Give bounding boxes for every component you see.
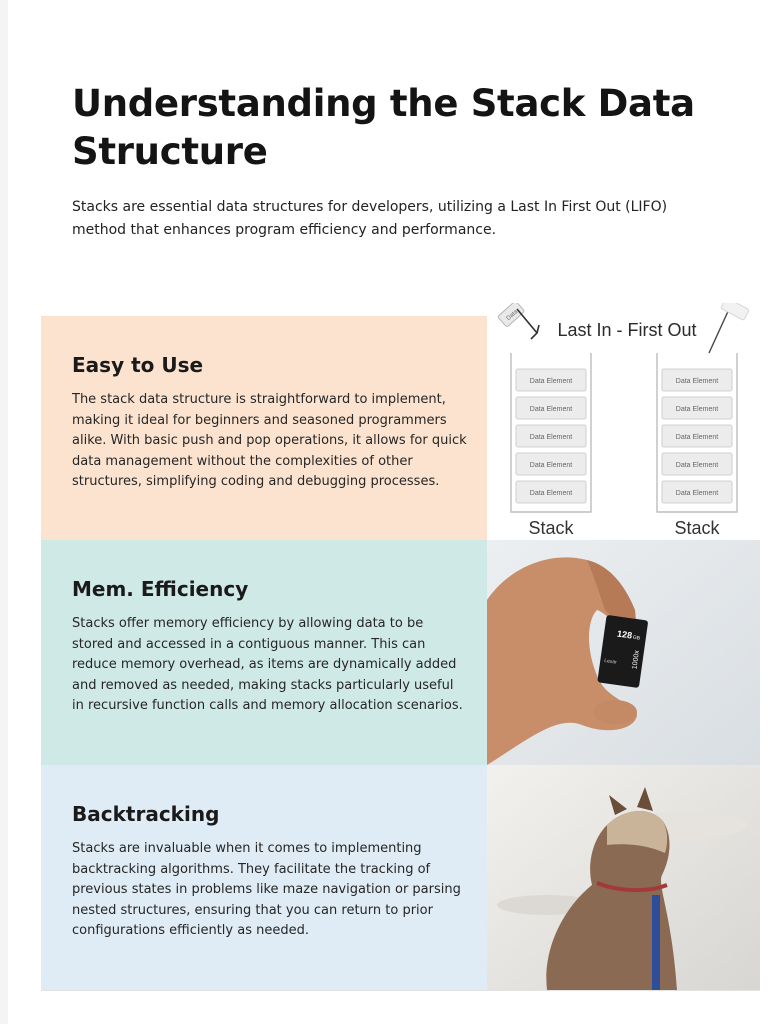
push-arrow-icon: [517, 309, 539, 339]
section-heading: Mem. Efficiency: [72, 577, 249, 601]
sd-unit: GB: [632, 634, 641, 642]
section-heading: Easy to Use: [72, 353, 204, 377]
lifo-stack-diagram: [487, 303, 760, 540]
pop-arrow-icon: [709, 307, 730, 353]
bottom-divider: [41, 990, 760, 991]
stack-element-label: Data Element: [529, 378, 573, 385]
sd-speed: 1000x: [631, 649, 642, 670]
data-tag-icon: [498, 303, 525, 327]
stack-element-label: Data Element: [675, 490, 719, 497]
section-body: Stacks offer memory efficiency by allowing data to be stored and accessed in a contiguous manner. This can reduce memory overhead, as items are dynamically added and removed as needed, making stacks particularly useful in recursive function calls and memory allocation scenarios.: [72, 616, 463, 713]
photo-hand-holding-sd-card: [487, 540, 760, 765]
stack-left-elements: [516, 369, 586, 503]
page-subtitle: Stacks are essential data structures for developers, utilizing a Last In First Out (LIFO) method that enhances program efficiency and performance.: [72, 199, 668, 238]
section-memory-efficiency: [41, 540, 487, 765]
section-backtracking: [41, 765, 487, 990]
leash: [652, 895, 660, 990]
sd-card-photo-svg: [487, 540, 760, 765]
stack-element-label: Data Element: [529, 434, 573, 441]
stack-element-label: Data Element: [675, 462, 719, 469]
stack-element-label: Data Element: [529, 406, 573, 413]
stack-label-right: Stack: [674, 518, 720, 538]
sd-brand: Lexar: [603, 657, 618, 666]
stack-element-label: Data Element: [675, 406, 719, 413]
dog-photo-svg: [487, 765, 760, 990]
data-tag-label: Data: [505, 308, 520, 322]
section-body: The stack data structure is straightforward to implement, making it ideal for beginners and seasoned programmers alike. With basic push and pop operations, it allows for quick data management without the complexities of other structures, simplifying coding and debugging processes.: [72, 392, 467, 489]
sd-capacity: 128: [616, 628, 633, 641]
finger-tip: [593, 700, 637, 724]
stack-element-label: Data Element: [529, 490, 573, 497]
photo-dog-in-snow: [487, 765, 760, 990]
section-body: Stacks are invaluable when it comes to implementing backtracking algorithms. They facilitate the tracking of previous states in problems like maze navigation or parsing nested structures, ensuring that you can return to prior configurations efficiently as needed.: [72, 841, 461, 938]
lifo-caption: Last In - First Out: [557, 320, 697, 340]
section-heading: Backtracking: [72, 802, 220, 826]
stack-right-elements: [662, 369, 732, 503]
lifo-diagram-svg: [487, 303, 760, 540]
stack-label-left: Stack: [528, 518, 574, 538]
section-easy-to-use: [41, 316, 487, 540]
stack-element-label: Data Element: [675, 434, 719, 441]
stack-element-label: Data Element: [675, 378, 719, 385]
page-title: Understanding the Stack Data Structure: [72, 82, 695, 173]
stack-element-label: Data Element: [529, 462, 573, 469]
